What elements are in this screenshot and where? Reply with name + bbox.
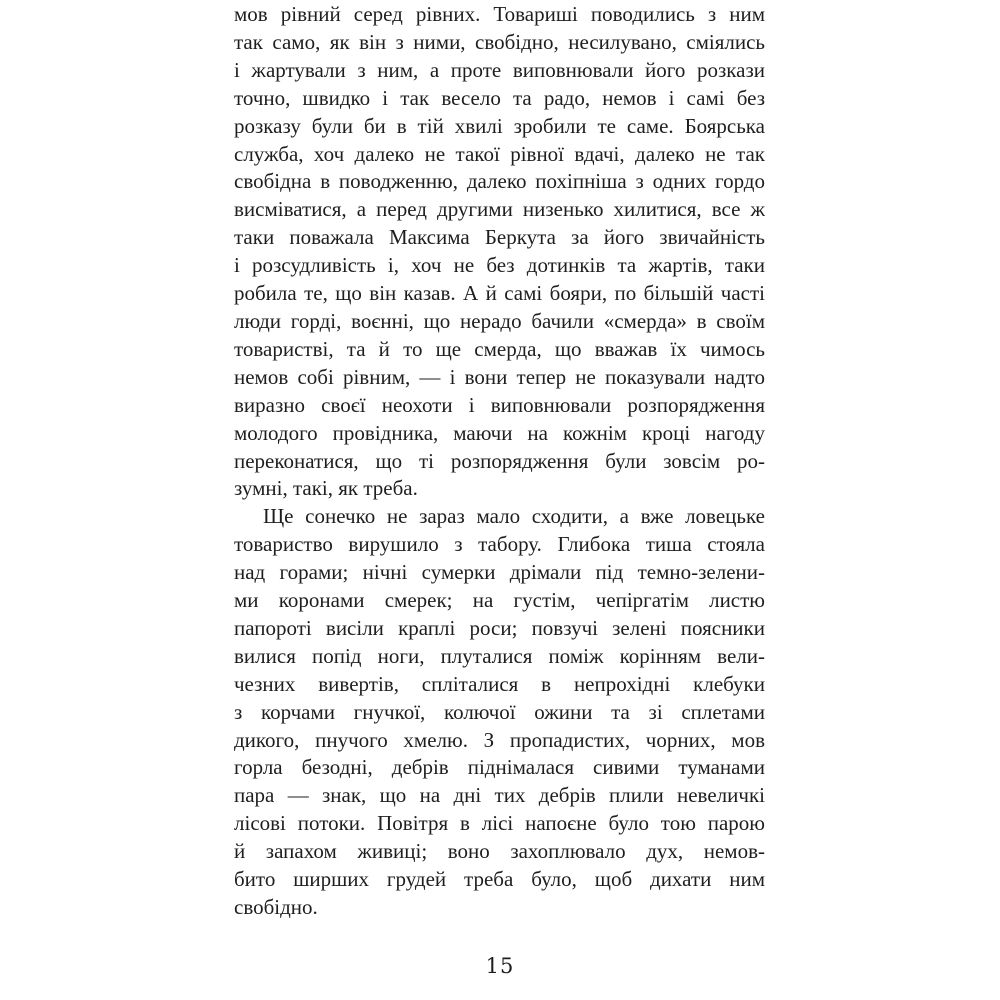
text-line: і розсудливість і, хоч не без дотинків та жартів, таки (234, 253, 765, 278)
text-line: розказу були би в тій хвилі зробили те саме. Боярська (234, 113, 765, 138)
text-line: з корчами гнучкої, колючої ожини та зі сплетами (234, 699, 765, 724)
text-line: молодого провідника, маючи на кожнім кроці нагоду (234, 420, 765, 445)
text-line: чезних вивертів, спліталися в непрохідні клебуки (234, 671, 765, 696)
text-line: свобідна в поводженню, далеко похіпніша з одних гордо (234, 169, 765, 194)
text-line: таки поважала Максима Беркута за його звичайність (234, 225, 765, 250)
text-line: пара — знак, що на дні тих дебрів плили невеличкі (234, 783, 765, 808)
text-line: й запахом живиці; воно захоплювало дух, немов- (234, 839, 765, 864)
text-line: папороті висіли краплі роси; повзучі зелені поясники (234, 615, 765, 640)
text-line: над горами; нічні сумерки дрімали під темно-зелени- (234, 560, 765, 585)
text-line: робила те, що він казав. А й самі бояри, по більшій часті (234, 281, 765, 306)
text-line: немов собі рівним, — і вони тепер не показували надто (234, 364, 765, 389)
text-line: дикого, пнучого хмелю. З пропадистих, чорних, мов (234, 727, 765, 752)
text-line: люди горді, воєнні, що нерадо бачили «смерда» в своїм (234, 308, 765, 333)
text-line: ми коронами смерек; на густім, чепіргатім листю (234, 588, 765, 613)
text-line: бито ширших грудей треба було, щоб дихати ним (234, 867, 765, 892)
text-line: Ще сонечко не зараз мало сходити, а вже ловецьке (263, 504, 765, 529)
text-line: і жартували з ним, а проте виповнювали його розкази (234, 57, 765, 82)
text-line: горла безодні, дебрів піднімалася сивими туманами (234, 755, 765, 780)
text-line: служба, хоч далеко не такої рівної вдачі, далеко не так (234, 141, 765, 166)
text-line: мов рівний серед рівних. Товариші поводились з ним (234, 2, 765, 26)
text-line: зумні, такі, як треба. (234, 476, 418, 501)
text-line: товариство вирушило з табору. Глибока тиша стояла (234, 532, 765, 557)
text-line: переконатися, що ті розпорядження були зовсім ро- (234, 448, 765, 473)
text-line: висміватися, а перед другими низенько хилитися, все ж (234, 197, 765, 222)
paragraph (234, 503, 765, 922)
text-line: лісові потоки. Повітря в лісі напоєне було тою парою (234, 811, 765, 836)
text-line: виразно своєї неохоти і виповнювали розпорядження (234, 392, 765, 417)
text-line: вилися попід ноги, плуталися поміж корінням вели- (234, 643, 765, 668)
paragraph (234, 1, 765, 503)
text-line: так само, як він з ними, свобідно, несилувано, сміялись (234, 29, 765, 54)
text-line: товаристві, та й то ще смерда, що вважав їх чимось (234, 336, 765, 361)
page-number: 15 (485, 954, 515, 978)
text-line: точно, швидко і так весело та радо, немов і самі без (234, 85, 765, 110)
text-line: свобідно. (234, 895, 318, 919)
text-block (234, 1, 765, 922)
